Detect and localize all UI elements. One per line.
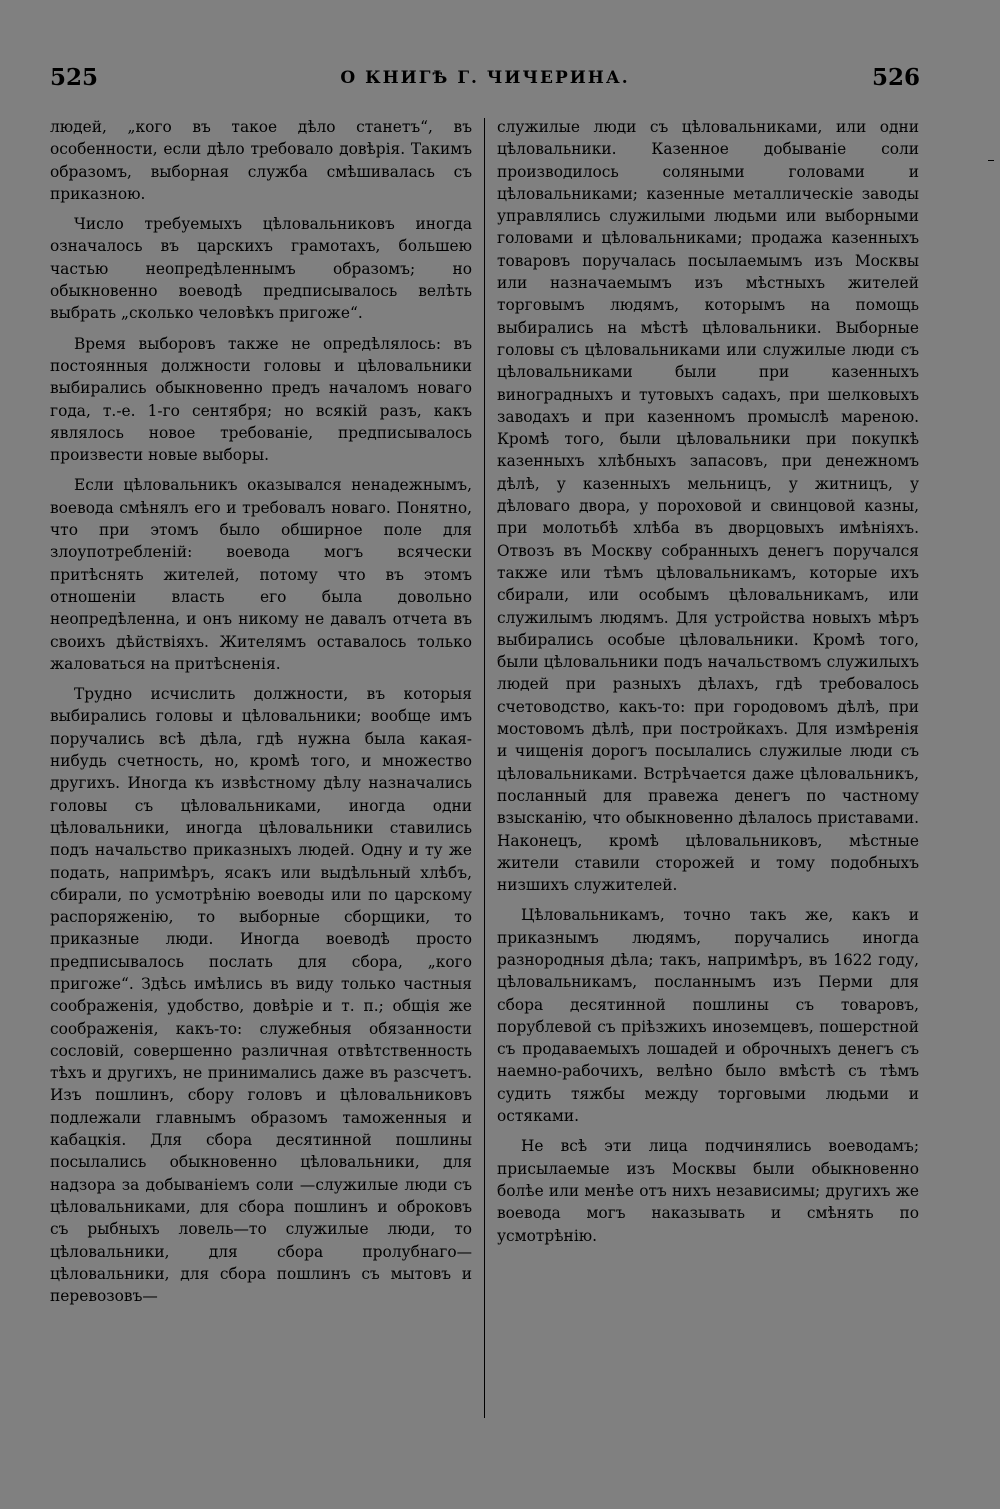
- paragraph: Трудно исчислить должности, въ которыя выбирались головы и цѣловальники; вообще имъ поручались всѣ дѣла, гдѣ нужна была какая-нибудь счетность, но, кромѣ того, и множество другихъ. Иногда къ извѣстному дѣлу назначались головы съ цѣловальниками, иногда одни цѣловальники, иногда цѣловальники ставились подъ начальство приказныхъ людей. Одну и ту же подать, напримѣръ, ясакъ или выдѣльный хлѣбъ, сбирали, по усмотрѣнію воеводы или по царскому распоряженію, то выборные сборщики, то приказные люди. Иногда воеводѣ просто предписывалось послать для сбора, „кого пригоже“. Здѣсь имѣлись въ виду только частныя соображенія, удобство, довѣріе и т. п.; общія же соображенія, какъ-то: служебныя обязанности сословій, совершенно различная отвѣтственность тѣхъ и другихъ, не принимались даже въ разсчетъ. Изъ пошлинъ, сбору головъ и цѣловальниковъ подлежали главнымъ образомъ таможенныя и кабацкія. Для сбора десятинной пошлины посылались обыкновенно цѣловальники, для надзора за добываніемъ соли —служилые люди съ цѣловальниками, для сбора пошлинъ и оброковъ съ рыбныхъ ловель—то служилые люди, то цѣловальники, для сбора пролубнаго—цѣловальники, для сбора пошлинъ съ мытовъ и перевозовъ—: [50, 685, 472, 1306]
- left-column: [50, 116, 472, 1436]
- paragraph: служилые люди съ цѣловальниками, или одни цѣловальники. Казенное добываніе соли производилось соляными головами и цѣловальниками; казенные металлическіе заводы управлялись служилыми людьми или выборными головами и цѣловальниками; продажа казенныхъ товаровъ поручалась посылаемымъ изъ Москвы или назначаемымъ изъ мѣстныхъ жителей торговымъ людямъ, которымъ на помощь выбирались на мѣстѣ цѣловальники. Выборные головы съ цѣловальниками или служилые люди съ цѣловальниками были при казенныхъ виноградныхъ и тутовыхъ садахъ, при шелковыхъ заводахъ и при казенномъ промыслѣ мареною. Кромѣ того, были цѣловальники при покупкѣ казенныхъ хлѣбныхъ запасовъ, при денежномъ дѣлѣ, у казенныхъ мельницъ, у житницъ, у дѣловаго двора, у пороховой и свинцовой казны, при молотьбѣ хлѣба въ дворцовыхъ имѣніяхъ. Отвозъ въ Москву собранныхъ денегъ поручался также или тѣмъ цѣловальникамъ, которые ихъ сбирали, или особымъ цѣловальникамъ, или служилымъ людямъ. Для устройства новыхъ мѣръ выбирались особые цѣловальники. Кромѣ того, были цѣловальники подъ начальствомъ служилыхъ людей при разныхъ дѣлахъ, гдѣ требовалось счетоводство, какъ-то: при городовомъ дѣлѣ, при мостовомъ дѣлѣ, при постройкахъ. Для измѣренія и чищенія дорогъ посылались служилые люди съ цѣловальниками. Встрѣчается даже цѣловальникъ, посланный для правежа денегъ по частному взысканію, что обыкновенно дѣлалось приставами. Наконецъ, кромѣ цѣловальниковъ, мѣстные жители ставили сторожей и тому подобныхъ низшихъ служителей.: [497, 118, 919, 895]
- paragraph: Цѣловальникамъ, точно такъ же, какъ и приказнымъ людямъ, поручались иногда разнородныя дѣла; такъ, напримѣръ, въ 1622 году, цѣловальникамъ, посланнымъ изъ Перми для сбора десятинной пошлины съ товаровъ, порублевой съ пріѣзжихъ иноземцевъ, пошерстной съ продаваемыхъ лошадей и оброчныхъ денегъ съ наемно-рабочихъ, велѣно было вмѣстѣ съ тѣмъ судить тяжбы между торговыми людьми и остяками.: [497, 906, 919, 1126]
- paragraph: Время выборовъ также не опредѣлялось: въ постоянныя должности головы и цѣловальники выбирались обыкновенно предъ началомъ новаго года, т.-е. 1-го сентября; но всякій разъ, какъ являлось новое требованіе, предписывалось произвести новые выборы.: [50, 334, 472, 465]
- paragraph: людей, „кого въ такое дѣло станетъ“, въ особенности, если дѣло требовало довѣрія. Такимъ образомъ, выборная служба смѣшивалась съ приказною.: [50, 118, 472, 203]
- running-title: О КНИГѢ Г. ЧИЧЕРИНА.: [340, 68, 630, 88]
- page-number-left: 525: [50, 64, 99, 91]
- paragraph: Если цѣловальникъ оказывался ненадежнымъ, воевода смѣнялъ его и требовалъ новаго. Понятно, что при этомъ было обширное поле для злоупотребленій: воевода могъ всячески притѣснять жителей, потому что въ этомъ отношеніи власть его была довольно неопредѣленна, и онъ никому не давалъ отчета въ своихъ дѣйствіяхъ. Жителямъ оставалось только жаловаться на притѣсненія.: [50, 476, 472, 673]
- paragraph: Не всѣ эти лица подчинялись воеводамъ; присылаемые изъ Москвы были обыкновенно болѣе или менѣе отъ нихъ независимы; другихъ же воевода могъ наказывать и смѣнять по усмотрѣнію.: [497, 1137, 919, 1245]
- page-header: [50, 62, 920, 94]
- margin-mark: [988, 160, 994, 161]
- column-divider: [484, 118, 485, 1418]
- right-column: [497, 116, 919, 1436]
- paragraph: Число требуемыхъ цѣловальниковъ иногда означалось въ царскихъ грамотахъ, большею частью неопредѣленнымъ образомъ; но обыкновенно воеводѣ предписывалось велѣть выбрать „сколько человѣкъ пригоже“.: [50, 215, 472, 323]
- page-number-right: 526: [871, 64, 920, 91]
